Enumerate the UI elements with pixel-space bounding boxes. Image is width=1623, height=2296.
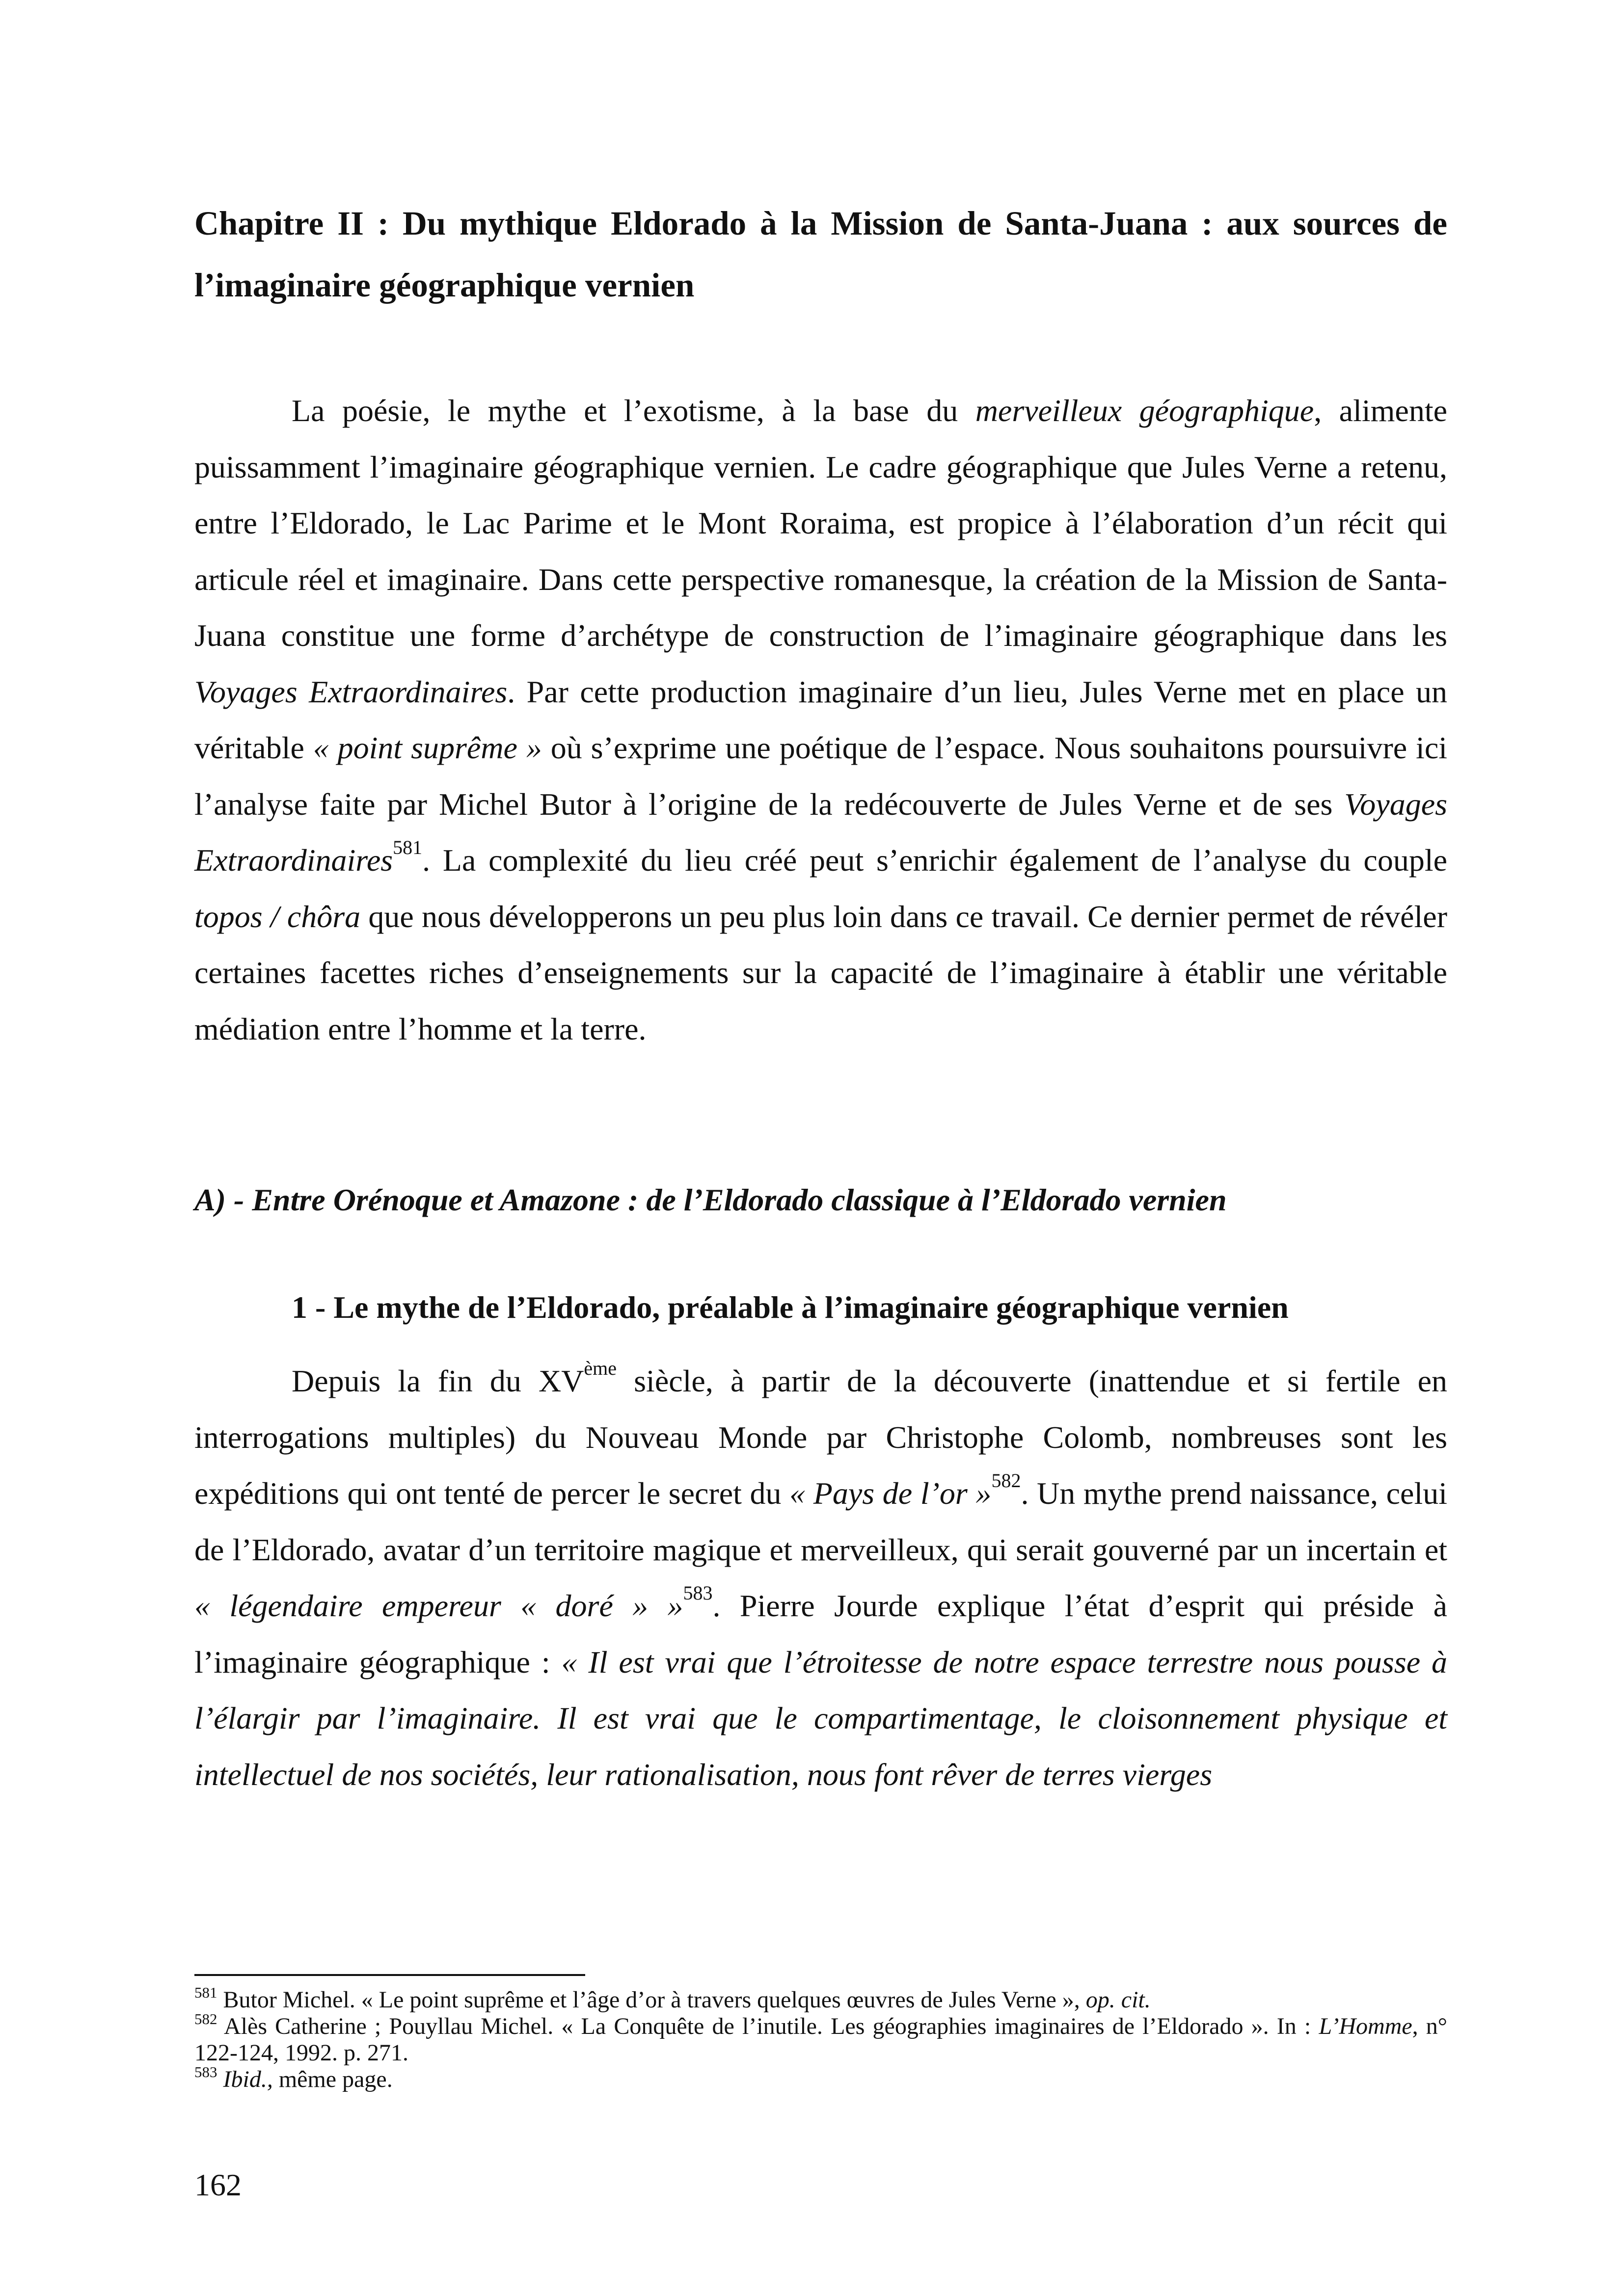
footnote-italic: L’Homme [1319,2013,1412,2039]
intro-emphasis: merveilleux géographique [975,393,1314,428]
footnote [194,2010,1448,2066]
body-paragraph [194,1353,1447,1803]
body-text: . Pierre Jourde explique l’état d’esprit qui préside à l’imaginaire géographique : [194,1588,1448,1680]
footnote-text [217,2066,223,2092]
intro-quote: « point suprême » [313,730,542,765]
footnote-ref-582[interactable]: 582 [991,1469,1021,1492]
intro-text: , alimente puissamment l’imaginaire géographique vernien. Le cadre géographique que Jules Verne a retenu, entre l’Eldorado, le Lac Parime et le Mont Roraima, est propice à l’élaboration d’un récit qui articule réel et imaginaire. Dans cette perspective romanesque, la création de la Mission de Santa-Juana constitue une forme d’archétype de construction de l’imaginaire géographique dans les [194,393,1448,653]
intro-text: . Par cette production imaginaire d’un lieu, Jules Verne met en place un véritable [194,674,1448,765]
footnote-number: 582 [194,2010,217,2028]
footnote-italic: Ibid., [223,2066,273,2092]
subsection-heading: 1 - Le mythe de l’Eldorado, préalable à l’imaginaire géographique vernien [292,1290,1289,1325]
footnote [194,2063,1447,2093]
footnote-separator [194,1974,585,1976]
footnotes [194,1983,1448,2093]
chapter-title: Chapitre II : Du mythique Eldorado à la Mission de Santa-Juana : aux sources de l’imaginaire géographique vernien [194,205,1447,304]
jourde-quote: « Il est vrai que l’étroitesse de notre espace terrestre nous pousse à l’élargir par l’imaginaire. Il est vrai que le compartimentage, le cloisonnement physique et intellectuel de nos sociétés, leur rationalisation, nous font rêver de terres vierges [194,1644,1447,1792]
intro-text: que nous développerons un peu plus loin dans ce travail. Ce dernier permet de révéler certaines facettes riches d’enseignements sur la capacité de l’imaginaire à établir une véritable médiation entre l’homme et la terre. [194,899,1448,1046]
book-title: Voyages Extraordinaires [194,786,1447,878]
footnote-text: Alès Catherine ; Pouyllau Michel. « La Conquête de l’inutile. Les géographies imaginaires de l’Eldorado ». In : [217,2013,1319,2039]
body-text: siècle, à partir de la découverte (inattendue et si fertile en interrogations multiples) du Nouveau Monde par Christophe Colomb, nombreuses sont les expéditions qui ont tenté de percer le secret du [194,1363,1447,1511]
intro-paragraph [194,383,1447,1057]
footnote-text: Butor Michel. « Le point suprême et l’âge d’or à travers quelques œuvres de Jules Verne », [217,1987,1086,2013]
footnote-number: 581 [194,1983,217,2001]
footnote-number: 583 [194,2063,217,2081]
footnote-italic: op. cit. [1085,1987,1151,2013]
footnote [194,1983,1447,2013]
intro-text: La poésie, le mythe et l’exotisme, à la base du [292,393,975,428]
footnote-ref-581[interactable]: 581 [393,836,423,858]
footnote-tail: , n° 122-124, 1992. p. 271. [194,2013,1448,2066]
footnote-ref-583[interactable]: 583 [683,1582,713,1604]
intro-text: où s’exprime une poétique de l’espace. Nous souhaitons poursuivre ici l’analyse faite par Michel Butor à l’origine de la redécouverte de Jules Verne et de ses [194,730,1448,822]
intro-emphasis: topos / chôra [194,899,361,934]
book-title: Voyages Extraordinaires [194,674,508,709]
century-superscript: ème [584,1357,617,1379]
body-text: . Un mythe prend naissance, celui de l’Eldorado, avatar d’un territoire magique et merveilleux, qui serait gouverné par un incertain et [194,1476,1448,1567]
section-heading: A) - Entre Orénoque et Amazone : de l’Eldorado classique à l’Eldorado vernien [194,1182,1227,1217]
body-text: Depuis la fin du XV [292,1363,584,1398]
footnote-tail: même page. [272,2066,393,2092]
intro-text: . La complexité du lieu créé peut s’enrichir également de l’analyse du couple [422,843,1447,878]
body-quote: « Pays de l’or » [789,1476,992,1511]
page-number: 162 [194,2167,242,2202]
body-quote: « légendaire empereur « doré » » [194,1588,683,1623]
